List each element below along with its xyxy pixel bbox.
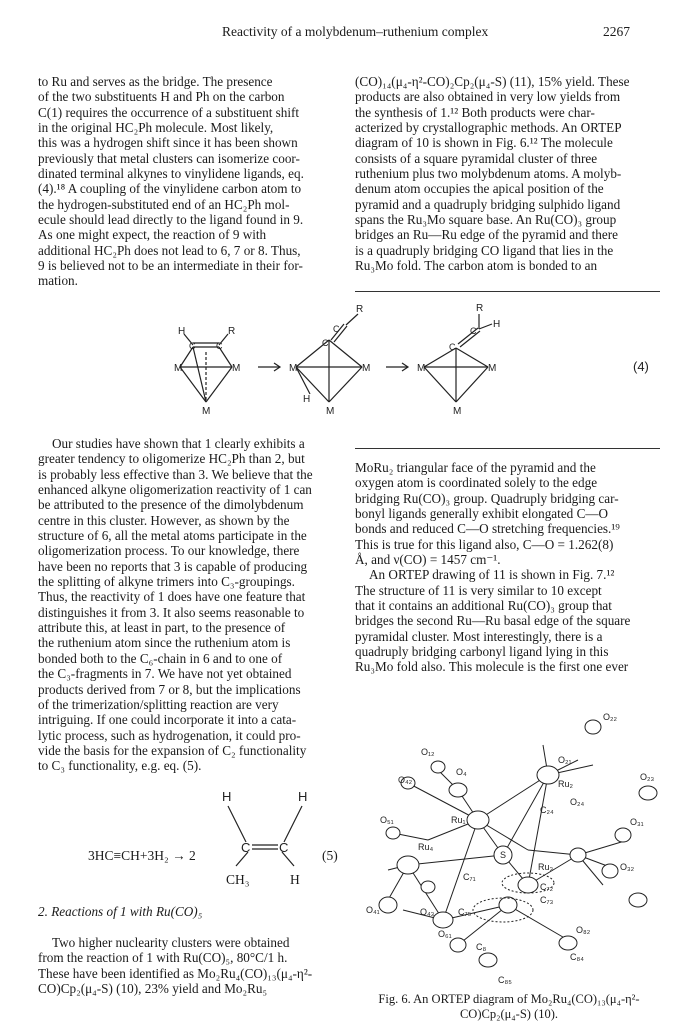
text-line: spans the Ru₃Mo square base. An Ru(CO)₃ group bbox=[355, 212, 617, 228]
caption-line: CO)Cp₂(μ₄-S) (10). bbox=[459, 1007, 559, 1021]
atom-c: C bbox=[322, 338, 329, 348]
text-line: bridging Ru(CO)₃ group. Quadruply bridging car- bbox=[355, 490, 619, 506]
text-line: products derived from 7 or 8, but the implications bbox=[38, 681, 301, 697]
column-rule bbox=[355, 448, 660, 449]
text-line: greater tendency to oligomerize HC₂Ph than 2, but bbox=[38, 451, 305, 467]
text-line: additional HC₂Ph does not lead to 6, 7 or 8. Thus, bbox=[38, 242, 301, 258]
text-line: mation. bbox=[38, 273, 78, 289]
text-line: These have been identified as Mo₂Ru₄(CO)₁₃(μ₄-η²- bbox=[38, 965, 313, 981]
text-line: oligomerization process. To our knowledge, there bbox=[38, 543, 300, 559]
atom-label: C₂₄ bbox=[540, 805, 554, 815]
text-line: the synthesis of 1.¹² Both products were char- bbox=[355, 104, 595, 120]
atom-m: M bbox=[232, 363, 241, 374]
text-line: the C₃-fragments in 7. We have not yet obtained bbox=[38, 666, 292, 682]
text-line: to Ru and serves as the bridge. The presence bbox=[38, 74, 273, 89]
text-line: intriguing. If one could incorporate it into a cata- bbox=[38, 712, 297, 728]
text-line: consists of a square pyramidal cluster of three bbox=[355, 150, 598, 166]
atom-labels bbox=[366, 712, 654, 985]
page-number: 2267 bbox=[603, 24, 630, 39]
atom-label: O₂₁ bbox=[558, 755, 572, 765]
text-line: centre in this cluster. However, as shown by the bbox=[38, 512, 290, 528]
text-line: in the original HC₂Ph molecule. Most likely, bbox=[38, 120, 274, 136]
atom-label: C₈₅ bbox=[498, 975, 512, 985]
right-column-top bbox=[355, 74, 660, 273]
text-line: this was a hydrogen shift since it has been shown bbox=[38, 135, 298, 151]
atom-label: O₂₃ bbox=[640, 772, 655, 782]
text-line: is probably less effective than 3. We believe that the bbox=[38, 466, 313, 482]
text-line: from the reaction of 1 with Ru(CO)₅, 80°C/1 h. bbox=[38, 950, 288, 966]
cluster-vinylidene bbox=[424, 314, 492, 402]
text-line: An ORTEP drawing of 11 is shown in Fig. 7.¹² bbox=[369, 567, 615, 583]
atom-label: C₇₃ bbox=[540, 895, 554, 905]
text-line: is a quadruply bridging CO ligand that lies in the bbox=[355, 242, 614, 258]
text-line: Å, and ν(CO) = 1457 cm⁻¹. bbox=[355, 552, 501, 568]
atom-h: H bbox=[178, 326, 186, 337]
atom-label: C₇₅ bbox=[458, 907, 472, 917]
atom-c: C bbox=[470, 326, 477, 336]
atom-c: C bbox=[279, 840, 289, 855]
equation-number: (5) bbox=[322, 848, 338, 863]
atom-label: Ru₁ bbox=[451, 815, 466, 825]
text-line: ruthenium plus two molybdenum atoms. A molyb- bbox=[355, 166, 622, 182]
section-heading: 2. Reactions of 1 with Ru(CO)₅ bbox=[38, 904, 203, 919]
atom-label: C₈₄ bbox=[570, 952, 584, 962]
atom-c: C bbox=[241, 840, 251, 855]
atom-label: O₄₃ bbox=[420, 907, 435, 917]
running-title: Reactivity of a molybdenum–ruthenium complex bbox=[222, 24, 489, 39]
text-line: have been no reports that 3 is capable of producing bbox=[38, 558, 308, 574]
atom-r: R bbox=[228, 326, 236, 337]
equation-number: (4) bbox=[633, 359, 649, 374]
text-line: (CO)₁₄(μ₄-η²-CO)₂Cp₂(μ₄-S) (11), 15% yield. These bbox=[355, 74, 630, 89]
text-line: bonyl ligands generally exhibit elongated C—O bbox=[355, 506, 609, 522]
atom-label: C₇₁ bbox=[463, 872, 476, 882]
atom-c: C bbox=[333, 324, 340, 334]
text-line: enhanced alkyne oligomerization reactivity of 1 can bbox=[38, 482, 312, 498]
text-line: previously that metal clusters can isomerize coor- bbox=[38, 150, 300, 166]
atom-c: C bbox=[449, 342, 456, 352]
cluster-vinylidene-hydride bbox=[296, 314, 362, 402]
atom-label: Ru₄ bbox=[418, 842, 434, 852]
atom-label: O₄₁ bbox=[366, 905, 380, 915]
atom-h: H bbox=[222, 789, 232, 804]
text-line: diagram of 10 is shown in Fig. 6.¹² The molecule bbox=[355, 135, 613, 151]
atom-r: R bbox=[476, 303, 484, 314]
text-line: pyramidal cluster. Most interestingly, there is a bbox=[355, 628, 603, 644]
text-line: to C₃ functionality, e.g. eq. (5). bbox=[38, 758, 202, 774]
atom-label: O₃₂ bbox=[620, 862, 635, 872]
text-line: bonds and reduced C—O stretching frequencies.¹⁹ bbox=[355, 521, 620, 537]
text-line: lytic process, such as hydrogenation, it could pro- bbox=[38, 727, 301, 743]
text-line: C(1) requires the occurrence of a substituent shift bbox=[38, 104, 300, 120]
text-line: 9 is believed not to be an intermediate in their for- bbox=[38, 258, 303, 274]
text-line: structure of 6, all the metal atoms participate in the bbox=[38, 528, 307, 544]
text-line: oxygen atom is coordinated solely to the edge bbox=[355, 475, 598, 491]
text-line: (4).¹⁸ A coupling of the vinylidene carbon atom to bbox=[38, 181, 302, 197]
text-line: distinguishes it from 3. It also seems reasonable to bbox=[38, 604, 305, 620]
atom-h: H bbox=[493, 319, 501, 330]
atom-label: O₂₂ bbox=[603, 712, 617, 722]
atom-m: M bbox=[326, 406, 335, 417]
right-column-middle bbox=[355, 460, 660, 675]
text-line: CO)Cp₂(μ₄-S) (10), 23% yield and Mo₂Ru₅ bbox=[38, 981, 268, 997]
section-body bbox=[38, 935, 342, 996]
atom-m: M bbox=[174, 363, 183, 374]
text-line: This is true for this ligand also, C—O = 1.262(8) bbox=[355, 536, 614, 552]
atom-h: H bbox=[298, 789, 308, 804]
text-line: of the two substituents H and Ph on the carbon bbox=[38, 89, 285, 105]
figure-caption bbox=[355, 992, 663, 1022]
text-line: As one might expect, the reaction of 9 with bbox=[38, 227, 267, 243]
atom-m: M bbox=[488, 363, 497, 374]
text-line: dinated terminal alkynes to vinylidene ligands, eq. bbox=[38, 166, 304, 182]
text-line: vide the basis for the expansion of C₂ functionality bbox=[38, 742, 307, 758]
text-line: bonded both to the C₆-chain in 6 and to one of bbox=[38, 650, 283, 666]
atom-m: M bbox=[453, 406, 462, 417]
text-line: bridges an Ru—Ru edge of the pyramid and there bbox=[355, 227, 618, 243]
running-header bbox=[0, 24, 693, 44]
text-line: the ruthenium atom since the ruthenium atom is bbox=[38, 635, 291, 651]
text-line: attribute this, at least in part, to the presence of bbox=[38, 620, 286, 636]
atom-label: C₈ bbox=[476, 942, 487, 952]
atom-label: O₃₁ bbox=[630, 817, 644, 827]
atom-label: Ru₂ bbox=[558, 779, 573, 789]
text-line: Thus, the reactivity of 1 does have one feature that bbox=[38, 589, 306, 605]
atom-m: M bbox=[362, 363, 371, 374]
atom-h: H bbox=[303, 394, 311, 405]
atom-label: O₄₂ bbox=[398, 775, 413, 785]
caption-line: Fig. 6. An ORTEP diagram of Mo₂Ru₄(CO)₁₃(μ₄-η²- bbox=[378, 992, 640, 1006]
text-line: the splitting of alkyne trimers into C₃-groupings. bbox=[38, 574, 295, 590]
cluster-alkyne bbox=[180, 334, 232, 402]
text-line: The structure of 11 is very similar to 10 except bbox=[355, 582, 602, 598]
text-line: MoRu₂ triangular face of the pyramid and the bbox=[355, 460, 596, 475]
atom-m: M bbox=[289, 363, 298, 374]
methyl-label: CH₃ bbox=[226, 872, 250, 887]
left-column-middle bbox=[38, 436, 342, 774]
text-line: bridges the second Ru—Ru basal edge of the square bbox=[355, 613, 631, 629]
atom-label: C₇₂ bbox=[540, 882, 554, 892]
atom-c: C bbox=[189, 341, 196, 351]
text-line: products are also obtained in very low yields from bbox=[355, 89, 621, 105]
text-line: Ru₃Mo fold also. This molecule is the first one ever bbox=[355, 659, 629, 675]
text-line: denum atom occupies the apical position of the bbox=[355, 181, 604, 197]
text-line: of the trimerization/splitting reaction are very bbox=[38, 696, 279, 712]
atom-m: M bbox=[202, 406, 211, 417]
atom-label: O₁₂ bbox=[421, 747, 435, 757]
text-line: that it contains an additional Ru(CO)₃ group that bbox=[355, 598, 612, 614]
atom-m: M bbox=[417, 363, 426, 374]
text-line: quadruply bridging carbonyl ligand lying in this bbox=[355, 644, 609, 660]
atom-label: O₈₂ bbox=[576, 925, 591, 935]
atom-label: Ru₃ bbox=[538, 862, 554, 872]
atom-h-label: H bbox=[290, 872, 300, 887]
text-line: Two higher nuclearity clusters were obtained bbox=[52, 935, 290, 950]
atom-label: O₅₁ bbox=[380, 815, 394, 825]
text-line: ecule should lead directly to the ligand found in 9. bbox=[38, 212, 304, 228]
text-line: the hydrogen-substituted end of an HC₂Ph mol- bbox=[38, 196, 290, 212]
left-column-top bbox=[38, 74, 342, 289]
text-line: acterized by crystallographic methods. An ORTEP bbox=[355, 120, 622, 136]
atom-c: C bbox=[216, 341, 223, 351]
text-line: pyramid and a quadruply bridging sulphido ligand bbox=[355, 196, 621, 212]
atom-label: O₆₁ bbox=[438, 929, 452, 939]
atom-label: O₂₄ bbox=[570, 797, 585, 807]
equation-5-left: 3HC≡CH+3H₂ → 2 bbox=[88, 848, 196, 863]
atom-r: R bbox=[356, 304, 364, 315]
ethylidene-structure bbox=[214, 784, 324, 874]
reaction-scheme-4 bbox=[170, 298, 670, 423]
ortep-figure bbox=[348, 705, 668, 995]
atom-label: O₄ bbox=[456, 767, 467, 777]
text-line: be attributed to the presence of the dimolybdenum bbox=[38, 497, 304, 513]
text-line: Ru₃Mo fold. The carbon atom is bonded to an bbox=[355, 258, 598, 274]
atom-label: S bbox=[500, 850, 507, 860]
text-line: Our studies have shown that 1 clearly exhibits a bbox=[52, 436, 305, 451]
column-rule bbox=[355, 291, 660, 292]
